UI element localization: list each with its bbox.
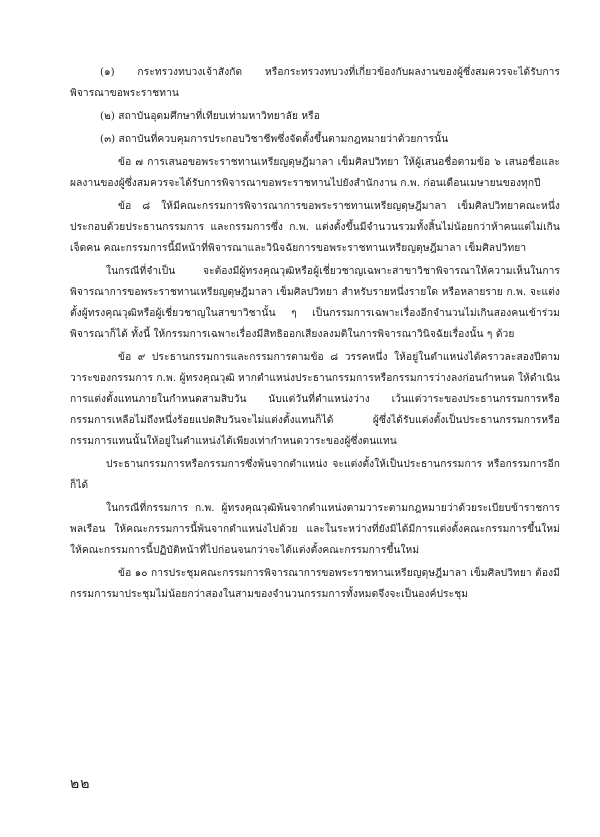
document-body	[70, 62, 560, 605]
clause-10: ข้อ ๑๐ การประชุมคณะกรรมการพิจารณาการขอพระราชทานเหรียญดุษฎีมาลา เข็มศิลปวิทยา ต้องมีกรรมการมาประชุมไม่น้อยกว่าสองในสามของจำนวนกรรมการทั้งหมดจึงจะเป็นองค์ประชุม	[70, 568, 560, 600]
list-item-1: (๑) กระทรวงทบวงเจ้าสังกัด หรือกระทรวงทบวงที่เกี่ยวข้องกับผลงานของผู้ซึ่งสมควรจะได้รับการพิจารณาขอพระราชทาน	[70, 67, 560, 99]
clause-7: ข้อ ๗ การเสนอขอพระราชทานเหรียญดุษฎีมาลา เข็มศิลปวิทยา ให้ผู้เสนอชื่อตามข้อ ๖ เสนอชื่อและผลงานของผู้ซึ่งสมควรจะได้รับการพิจารณาขอพระราชทานไปยังสำนักงาน ก.พ. ก่อนเดือนเมษายนของทุกปี	[70, 157, 560, 189]
clause-9-paragraph-2: ประธานกรรมการหรือกรรมการซึ่งพ้นจากตำแหน่ง จะแต่งตั้งให้เป็นประธานกรรมการ หรือกรรมการอีกก็ได้	[70, 459, 560, 491]
clause-8: ข้อ ๘ ให้มีคณะกรรมการพิจารณาการขอพระราชทานเหรียญดุษฎีมาลา เข็มศิลปวิทยาคณะหนึ่ง ประกอบด้วยประธานกรรมการ และกรรมการซึ่ง ก.พ. แต่งตั้งขึ้นมีจำนวนรวมทั้งสิ้นไม่น้อยกว่าห้าคนแต่ไม่เกินเจ็ดคน คณะกรรมการนี้มีหน้าที่พิจารณาและวินิจฉัยการขอพระราชทานเหรียญดุษฎีมาลา เข็มศิลปวิทยา	[70, 201, 560, 254]
clause-9-paragraph-3: ในกรณีที่กรรมการ ก.พ. ผู้ทรงคุณวุฒิพ้นจากตำแหน่งตามวาระตามกฎหมายว่าด้วยระเบียบข้าราชการพลเรือน ให้คณะกรรมการนี้พ้นจากตำแหน่งไปด้วย และในระหว่างที่ยังมิได้มีการแต่งตั้งคณะกรรมการขึ้นใหม่ ให้คณะกรรมการนี้ปฏิบัติหน้าที่ไปก่อนจนกว่าจะได้แต่งตั้งคณะกรรมการขึ้นใหม่	[70, 503, 560, 556]
clause-9: ข้อ ๙ ประธานกรรมการและกรรมการตามข้อ ๘ วรรคหนึ่ง ให้อยู่ในตำแหน่งได้คราวละสองปีตามวาระของกรรมการ ก.พ. ผู้ทรงคุณวุฒิ หากตำแหน่งประธานกรรมการหรือกรรมการว่างลงก่อนกำหนด ให้ดำเนินการแต่งตั้งแทนภายในกำหนดสามสิบวัน นับแต่วันที่ตำแหน่งว่าง เว้นแต่วาระของประธานกรรมการหรือกรรมการเหลือไม่ถึงหนึ่งร้อยแปดสิบวันจะไม่แต่งตั้งแทนก็ได้ ผู้ซึ่งได้รับแต่งตั้งเป็นประธานกรรมการหรือกรรมการแทนนั้นให้อยู่ในตำแหน่งได้เพียงเท่ากำหนดวาระของผู้ซึ่งตนแทน	[70, 352, 560, 447]
page-number: ๒๒	[70, 776, 91, 792]
list-item-3: (๓) สถาบันที่ควบคุมการประกอบวิชาชีพซึ่งจัดตั้งขึ้นตามกฎหมายว่าด้วยการนั้น	[100, 134, 449, 145]
clause-8-paragraph-2: ในกรณีที่จำเป็น จะต้องมีผู้ทรงคุณวุฒิหรือผู้เชี่ยวชาญเฉพาะสาขาวิชาพิจารณาให้ความเห็นในการพิจารณาการขอพระราชทานเหรียญดุษฎีมาลา เข็มศิลปวิทยา สำหรับรายหนึ่งรายใด หรือหลายราย ก.พ. จะแต่งตั้งผู้ทรงคุณวุฒิหรือผู้เชี่ยวชาญในสาขาวิชานั้น ๆ เป็นกรรมการเฉพาะเรื่องอีกจำนวนไม่เกินสองคนเข้าร่วมพิจารณาก็ได้ ทั้งนี้ ให้กรรมการเฉพาะเรื่องมีสิทธิออกเสียงลงมติในการพิจารณาวินิจฉัยเรื่องนั้น ๆ ด้วย	[70, 266, 560, 340]
list-item-2: (๒) สถาบันอุดมศึกษาที่เทียบเท่ามหาวิทยาลัย หรือ	[100, 111, 320, 122]
